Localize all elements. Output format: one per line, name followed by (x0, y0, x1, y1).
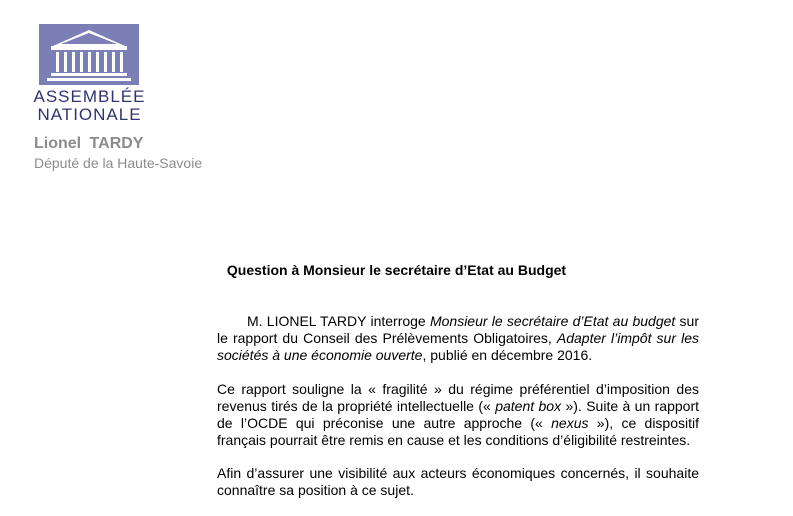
paragraph-1 (217, 313, 699, 364)
p1-text-e: , publié en décembre 2016. (422, 347, 593, 363)
p2-text-a: Ce rapport souligne la « fragilité » du régime préférentiel d’imposition des revenus tirés de la propriété intellectuelle (« (217, 381, 699, 414)
p1-text-a: M. LIONEL TARDY interroge (247, 313, 430, 329)
logo-line-2: NATIONALE (37, 105, 142, 124)
paragraph-3: Afin d’assurer une visibilité aux acteurs économiques concernés, il souhaite connaître sa position à ce sujet. (217, 465, 699, 498)
hemicycle-icon (39, 24, 139, 85)
p2-text-b: patent box (495, 398, 562, 414)
deputy-name: Lionel TARDY (34, 135, 144, 152)
assemblee-nationale-logo (32, 24, 147, 124)
deputy-title: Député de la Haute-Savoie (34, 155, 203, 171)
p2-text-d: nexus (551, 415, 589, 431)
p1-text-c: sur le rapport du Conseil des Prélèvements Obligatoires, (217, 313, 699, 346)
p1-text-b: Monsieur le secrétaire d’Etat au budget (429, 313, 676, 329)
logo-line-1: ASSEMBLÉE (33, 87, 146, 106)
p2-text-c: »). Suite à un rapport de l’OCDE qui préconise une autre approche (« (217, 398, 700, 431)
p1-text-d: Adapter l’impôt sur les sociétés à une économie ouverte (217, 330, 699, 363)
p2-text-e: »), ce dispositif français pourrait être remis en cause et les conditions d’éligibilité restreintes. (217, 415, 699, 448)
paragraph-2 (217, 381, 699, 449)
question-title: Question à Monsieur le secrétaire d’Etat au Budget (226, 262, 567, 278)
